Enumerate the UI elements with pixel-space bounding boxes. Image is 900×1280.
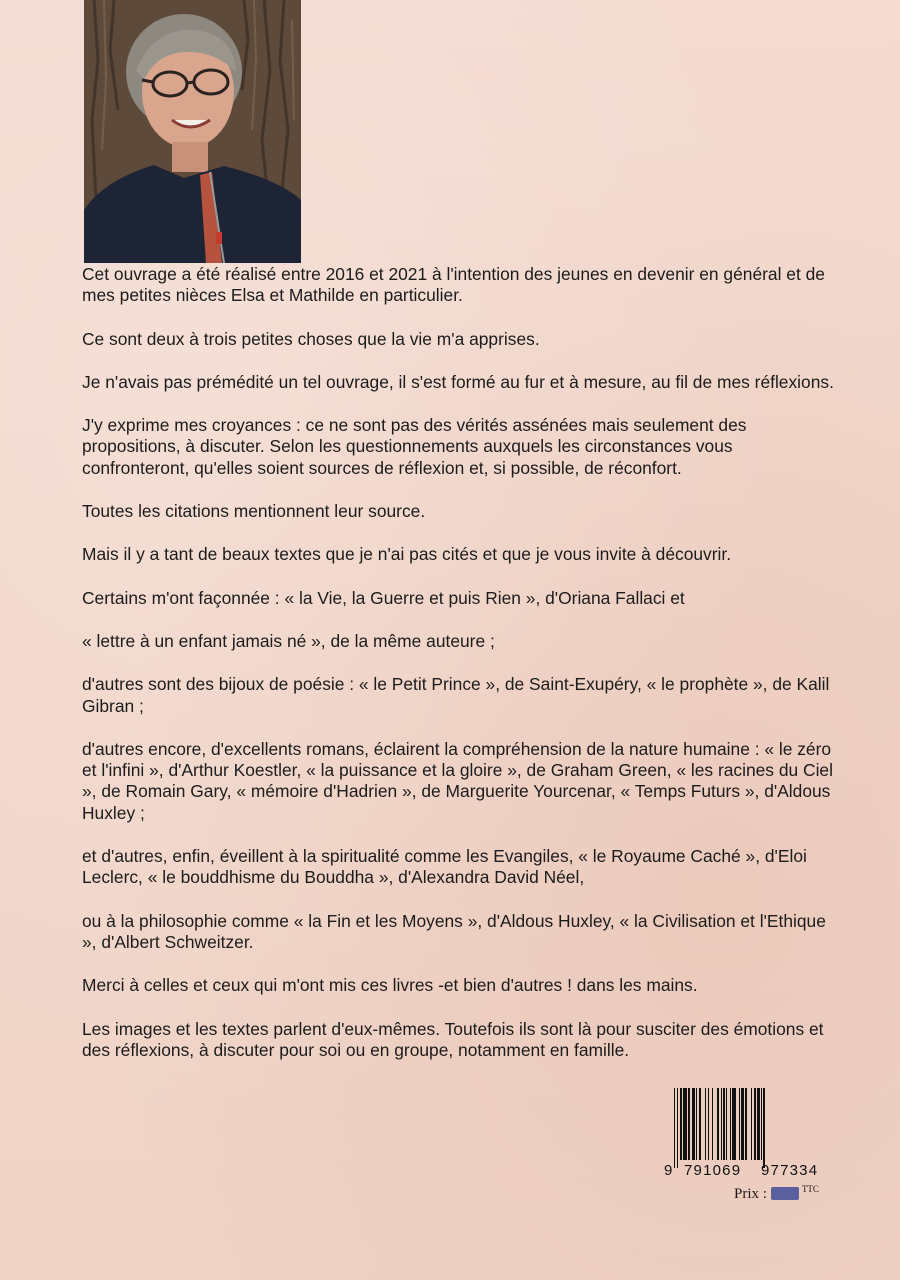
barcode-bar [680, 1088, 681, 1160]
barcode-bar [699, 1088, 702, 1160]
paragraph: Je n'avais pas prémédité un tel ouvrage, il s'est formé au fur et à mesure, au fil de mes réflexions. [82, 371, 834, 392]
isbn-number [664, 1159, 840, 1179]
barcode-bar [751, 1088, 752, 1160]
barcode-bar [696, 1088, 697, 1160]
author-photo [84, 0, 301, 263]
barcode-bar [677, 1088, 678, 1168]
isbn-left-group: 791069 [684, 1162, 742, 1179]
barcode-bar [739, 1088, 740, 1160]
barcode-bar [757, 1088, 760, 1160]
barcode-bar [692, 1088, 695, 1160]
paragraph: « lettre à un enfant jamais né », de la même auteure ; [82, 630, 495, 651]
back-cover-text [82, 264, 842, 1083]
paragraph: Mais il y a tant de beaux textes que je n'ai pas cités et que je vous invite à découvrir. [82, 544, 732, 565]
paragraph: ou à la philosophie comme « la Fin et les Moyens », d'Aldous Huxley, « la Civilisation et l'Ethique », d'Albert Schweitzer. [82, 910, 826, 952]
barcode-bar [721, 1088, 722, 1160]
barcode-bar [745, 1088, 746, 1160]
barcode-bar [732, 1088, 736, 1160]
barcode-bar [712, 1088, 713, 1160]
paragraph: Les images et les textes parlent d'eux-mêmes. Toutefois ils sont là pour susciter des émotions et des réflexions, à discuter pour soi ou en groupe, notamment en famille. [82, 1018, 824, 1060]
barcode-bar [723, 1088, 724, 1160]
barcode-bar [705, 1088, 706, 1160]
barcode-bar [708, 1088, 709, 1160]
price-label: Prix : [734, 1186, 767, 1202]
price-value-redacted [771, 1187, 799, 1200]
paragraph: Toutes les citations mentionnent leur source. [82, 501, 426, 522]
barcode-bar [674, 1088, 675, 1168]
paragraph: et d'autres, enfin, éveillent à la spiritualité comme les Evangiles, « le Royaume Caché », d'Eloi Leclerc, « le bouddhisme du Bouddha », d'Alexandra David Néel, [82, 846, 807, 888]
barcode-bar [726, 1088, 727, 1160]
barcode-bar [717, 1088, 720, 1160]
paragraph: Certains m'ont façonnée : « la Vie, la Guerre et puis Rien », d'Oriana Fallaci et [82, 587, 685, 608]
isbn-first-digit: 9 [664, 1162, 673, 1179]
paragraph: d'autres sont des bijoux de poésie : « le Petit Prince », de Saint-Exupéry, « le prophète », de Kalil Gibran ; [82, 674, 830, 716]
barcode-bar [763, 1088, 764, 1168]
paragraph: J'y exprime mes croyances : ce ne sont pas des vérités assénées mais seulement des propositions, à discuter. Selon les questionnements auxquels les circonstances vous confronteront, qu'elles soient sources de réflexion et, si possible, de réconfort. [82, 415, 747, 478]
barcode-bar [761, 1088, 762, 1160]
paragraph: Merci à celles et ceux qui m'ont mis ces livres -et bien d'autres ! dans les mains. [82, 975, 698, 996]
isbn-right-group: 977334 [761, 1162, 819, 1179]
barcode-bar [730, 1088, 731, 1160]
paragraph: d'autres encore, d'excellents romans, éclairent la compréhension de la nature humaine : « le zéro et l'infini », d'Arthur Koestler, « la puissance et la gloire », de Graham Green, « les racines du Ciel », de Romain Gary, « mémoire d'Hadrien », de Marguerite Yourcenar, « Temps Futurs », d'Aldous Huxley ; [82, 738, 833, 823]
paragraph: Cet ouvrage a été réalisé entre 2016 et 2021 à l'intention des jeunes en devenir en général et de mes petites nièces Elsa et Mathilde en particulier. [82, 264, 825, 306]
barcode-bar [754, 1088, 755, 1160]
paragraph: Ce sont deux à trois petites choses que la vie m'a apprises. [82, 328, 540, 349]
barcode-bar [741, 1088, 744, 1160]
isbn-barcode [664, 1088, 840, 1208]
barcode-bar [688, 1088, 689, 1160]
price-line [734, 1184, 819, 1203]
barcode-bar [683, 1088, 687, 1160]
price-ttc: TTC [801, 1184, 819, 1194]
barcode-bars [674, 1088, 838, 1168]
